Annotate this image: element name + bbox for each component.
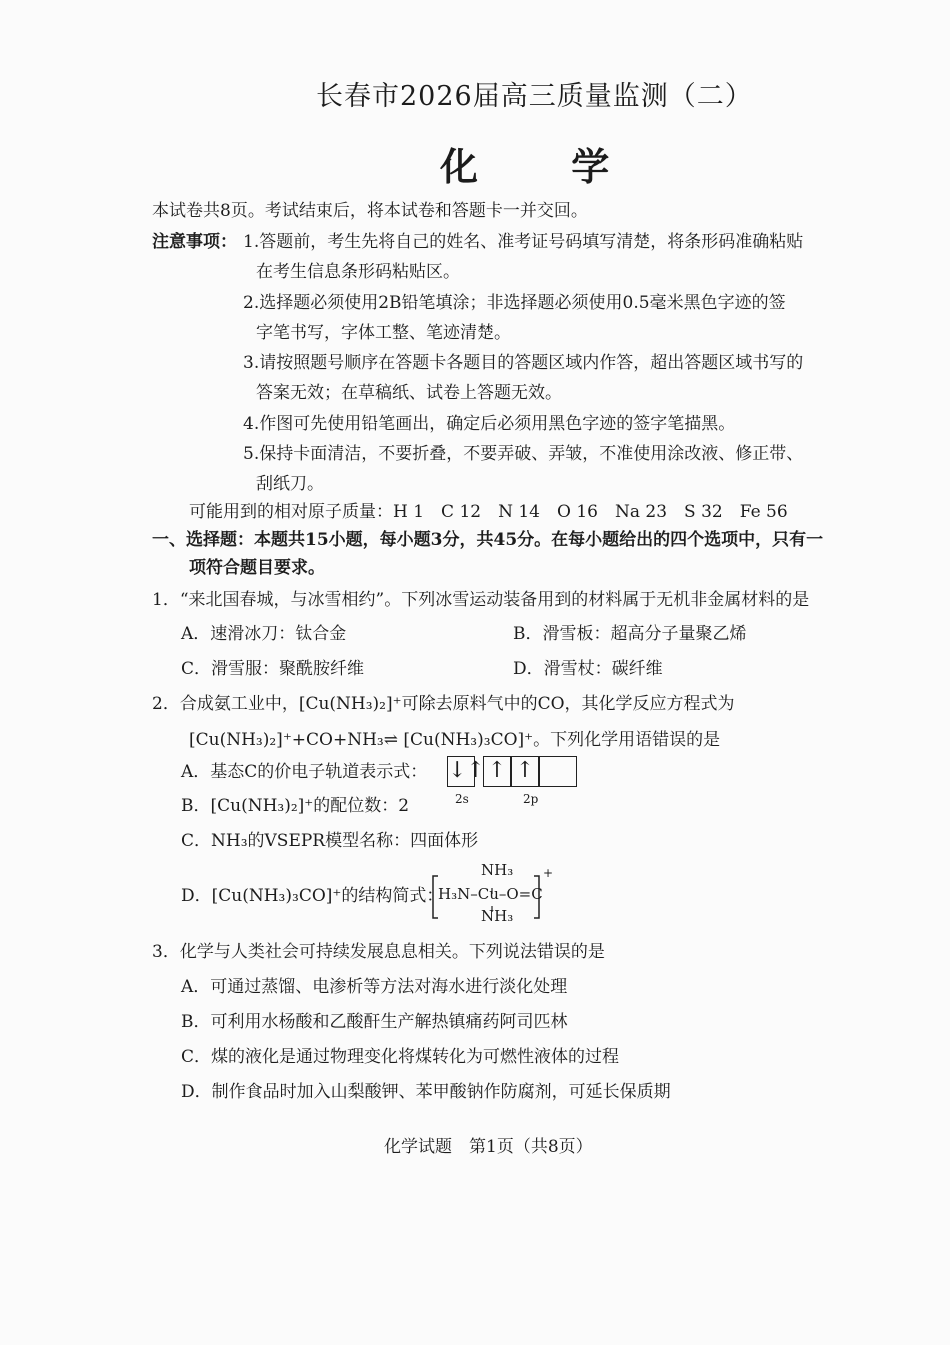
note-line: 1.答题前，考生先将自己的姓名、准考证号码填写清楚，将条形码准确粘贴 (243, 232, 804, 252)
structure-top-ligand: NH₃ (481, 861, 514, 879)
note-line: 刮纸刀。 (256, 474, 324, 494)
orbital-box-2p: ↑ (511, 756, 539, 787)
q1-option-d: D．滑雪杖：碳纤维 (513, 659, 663, 679)
q2-option-c: C．NH₃的VSEPR模型名称：四面体形 (181, 831, 479, 851)
q3-option-c: C．煤的液化是通过物理变化将煤转化为可燃性液体的过程 (181, 1047, 620, 1067)
note-line: 5.保持卡面清洁，不要折叠，不要弄破、弄皱，不准使用涂改液、修正带、 (243, 444, 804, 464)
orbital-box-2s: ↓↑ (447, 756, 475, 787)
note-line: 答案无效；在草稿纸、试卷上答题无效。 (256, 383, 562, 403)
structure-main-chain: H₃N–Cu–O=C (438, 885, 543, 903)
q1-option-b: B．滑雪板：超高分子量聚乙烯 (513, 624, 747, 644)
question-2-stem: 2．合成氨工业中，[Cu(NH₃)₂]⁺可除去原料气中的CO，其化学反应方程式为 (152, 694, 735, 714)
question-2-equation: [Cu(NH₃)₂]⁺+CO+NH₃⇌ [Cu(NH₃)₃CO]⁺。下列化学用语错误的是 (189, 730, 721, 750)
q2-option-b: B．[Cu(NH₃)₂]⁺的配位数：2 (181, 796, 410, 816)
structure-charge: + (543, 866, 554, 880)
note-line: 2.选择题必须使用2B铅笔填涂；非选择题必须使用0.5毫米黑色字迹的签 (243, 293, 786, 313)
orbital-box-2p: ↑ (483, 756, 511, 787)
page-footer: 化学试题 第1页（共8页） (384, 1137, 593, 1157)
section-heading: 一、选择题：本题共15小题，每小题3分，共45分。在每小题给出的四个选项中，只有一 (152, 530, 824, 550)
orbital-label-2s: 2s (455, 792, 469, 806)
note-line: 3.请按照题号顺序在答题卡各题目的答题区域内作答，超出答题区域书写的 (243, 353, 804, 373)
question-1-stem: 1．“来北国春城，与冰雪相约”。下列冰雪运动装备用到的材料属于无机非金属材料的是 (152, 590, 810, 610)
q1-option-a: A．速滑冰刀：钛合金 (181, 624, 347, 644)
q3-option-b: B．可利用水杨酸和乙酸酐生产解热镇痛药阿司匹林 (181, 1012, 568, 1032)
section-heading: 项符合题目要求。 (189, 558, 325, 578)
q2-option-a: A．基态C的价电子轨道表示式： (181, 762, 428, 782)
orbital-label-2p: 2p (523, 792, 539, 806)
notes-label: 注意事项： (152, 232, 237, 252)
intro-text: 本试卷共8页。考试结束后，将本试卷和答题卡一并交回。 (152, 201, 588, 221)
note-line: 字笔书写，字体工整、笔迹清楚。 (256, 323, 511, 343)
q1-option-c: C．滑雪服：聚酰胺纤维 (181, 659, 365, 679)
q3-option-d: D．制作食品时加入山梨酸钾、苯甲酸钠作防腐剂，可延长保质期 (181, 1082, 671, 1102)
note-line: 4.作图可先使用铅笔画出，确定后必须用黑色字迹的签字笔描黑。 (243, 414, 736, 434)
note-line: 在考生信息条形码粘贴区。 (256, 262, 460, 282)
q2-option-d: D．[Cu(NH₃)₃CO]⁺的结构简式： (181, 886, 444, 906)
q3-option-a: A．可通过蒸馏、电渗析等方法对海水进行淡化处理 (181, 977, 568, 997)
orbital-box-2p (539, 756, 577, 787)
subject-title: 化 学 (440, 144, 650, 189)
question-3-stem: 3．化学与人类社会可持续发展息息相关。下列说法错误的是 (152, 942, 605, 962)
structure-bottom-ligand: NH₃ (481, 907, 514, 925)
exam-title: 长春市2026届高三质量监测（二） (316, 81, 753, 112)
atomic-masses: 可能用到的相对原子质量：H 1 C 12 N 14 O 16 Na 23 S 32 Fe 56 (189, 502, 788, 522)
